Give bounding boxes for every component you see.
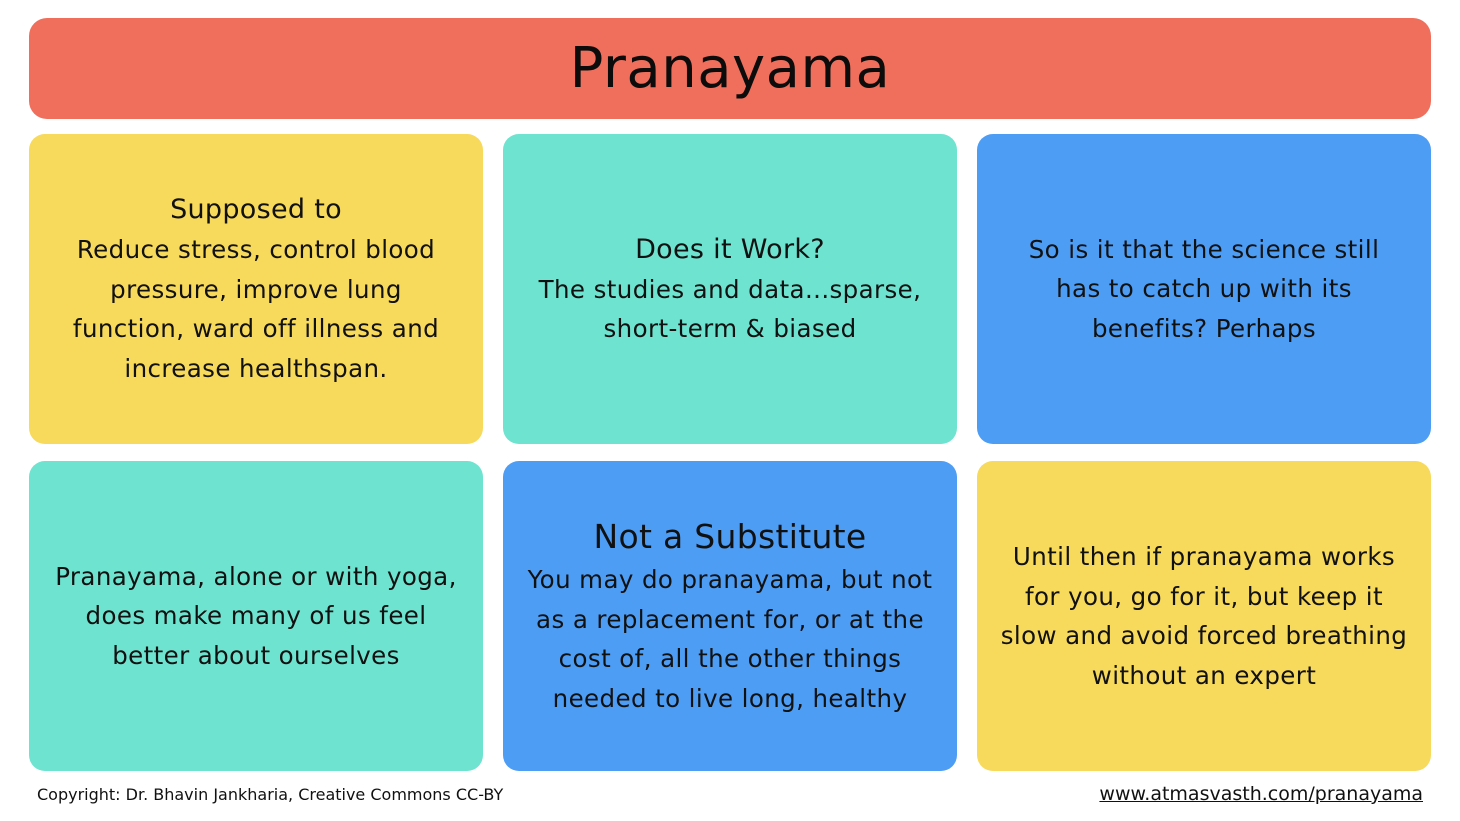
- card-not-a-substitute: [503, 461, 957, 771]
- card-body: Pranayama, alone or with yoga, does make many of us feel better about ourselves: [55, 561, 457, 670]
- card-body: The studies and data...sparse, short-term & biased: [538, 274, 922, 343]
- copyright-text: Copyright: Dr. Bhavin Jankharia, Creative Commons CC-BY: [37, 785, 504, 804]
- card-body: So is it that the science still has to catch up with its benefits? Perhaps: [1028, 234, 1380, 343]
- card-heading: Supposed to: [170, 194, 342, 225]
- website-link[interactable]: www.atmasvasth.com/pranayama: [1099, 783, 1423, 805]
- title-banner: [29, 18, 1431, 119]
- card-heading: Not a Substitute: [593, 517, 867, 556]
- card-until-then: [977, 461, 1431, 771]
- card-feel-better: [29, 461, 483, 771]
- page-title: Pranayama: [569, 36, 891, 101]
- card-body: Until then if pranayama works for you, go for it, but keep it slow and avoid forced breathing without an expert: [1000, 542, 1408, 690]
- card-body: You may do pranayama, but not as a replacement for, or at the cost of, all the other things needed to live long, healthy: [527, 565, 933, 713]
- card-does-it-work: [503, 134, 957, 444]
- card-supposed-to: [29, 134, 483, 444]
- card-body: Reduce stress, control blood pressure, improve lung function, ward off illness and increase healthspan.: [72, 235, 440, 383]
- card-science-catch-up: [977, 134, 1431, 444]
- card-heading: Does it Work?: [635, 233, 825, 265]
